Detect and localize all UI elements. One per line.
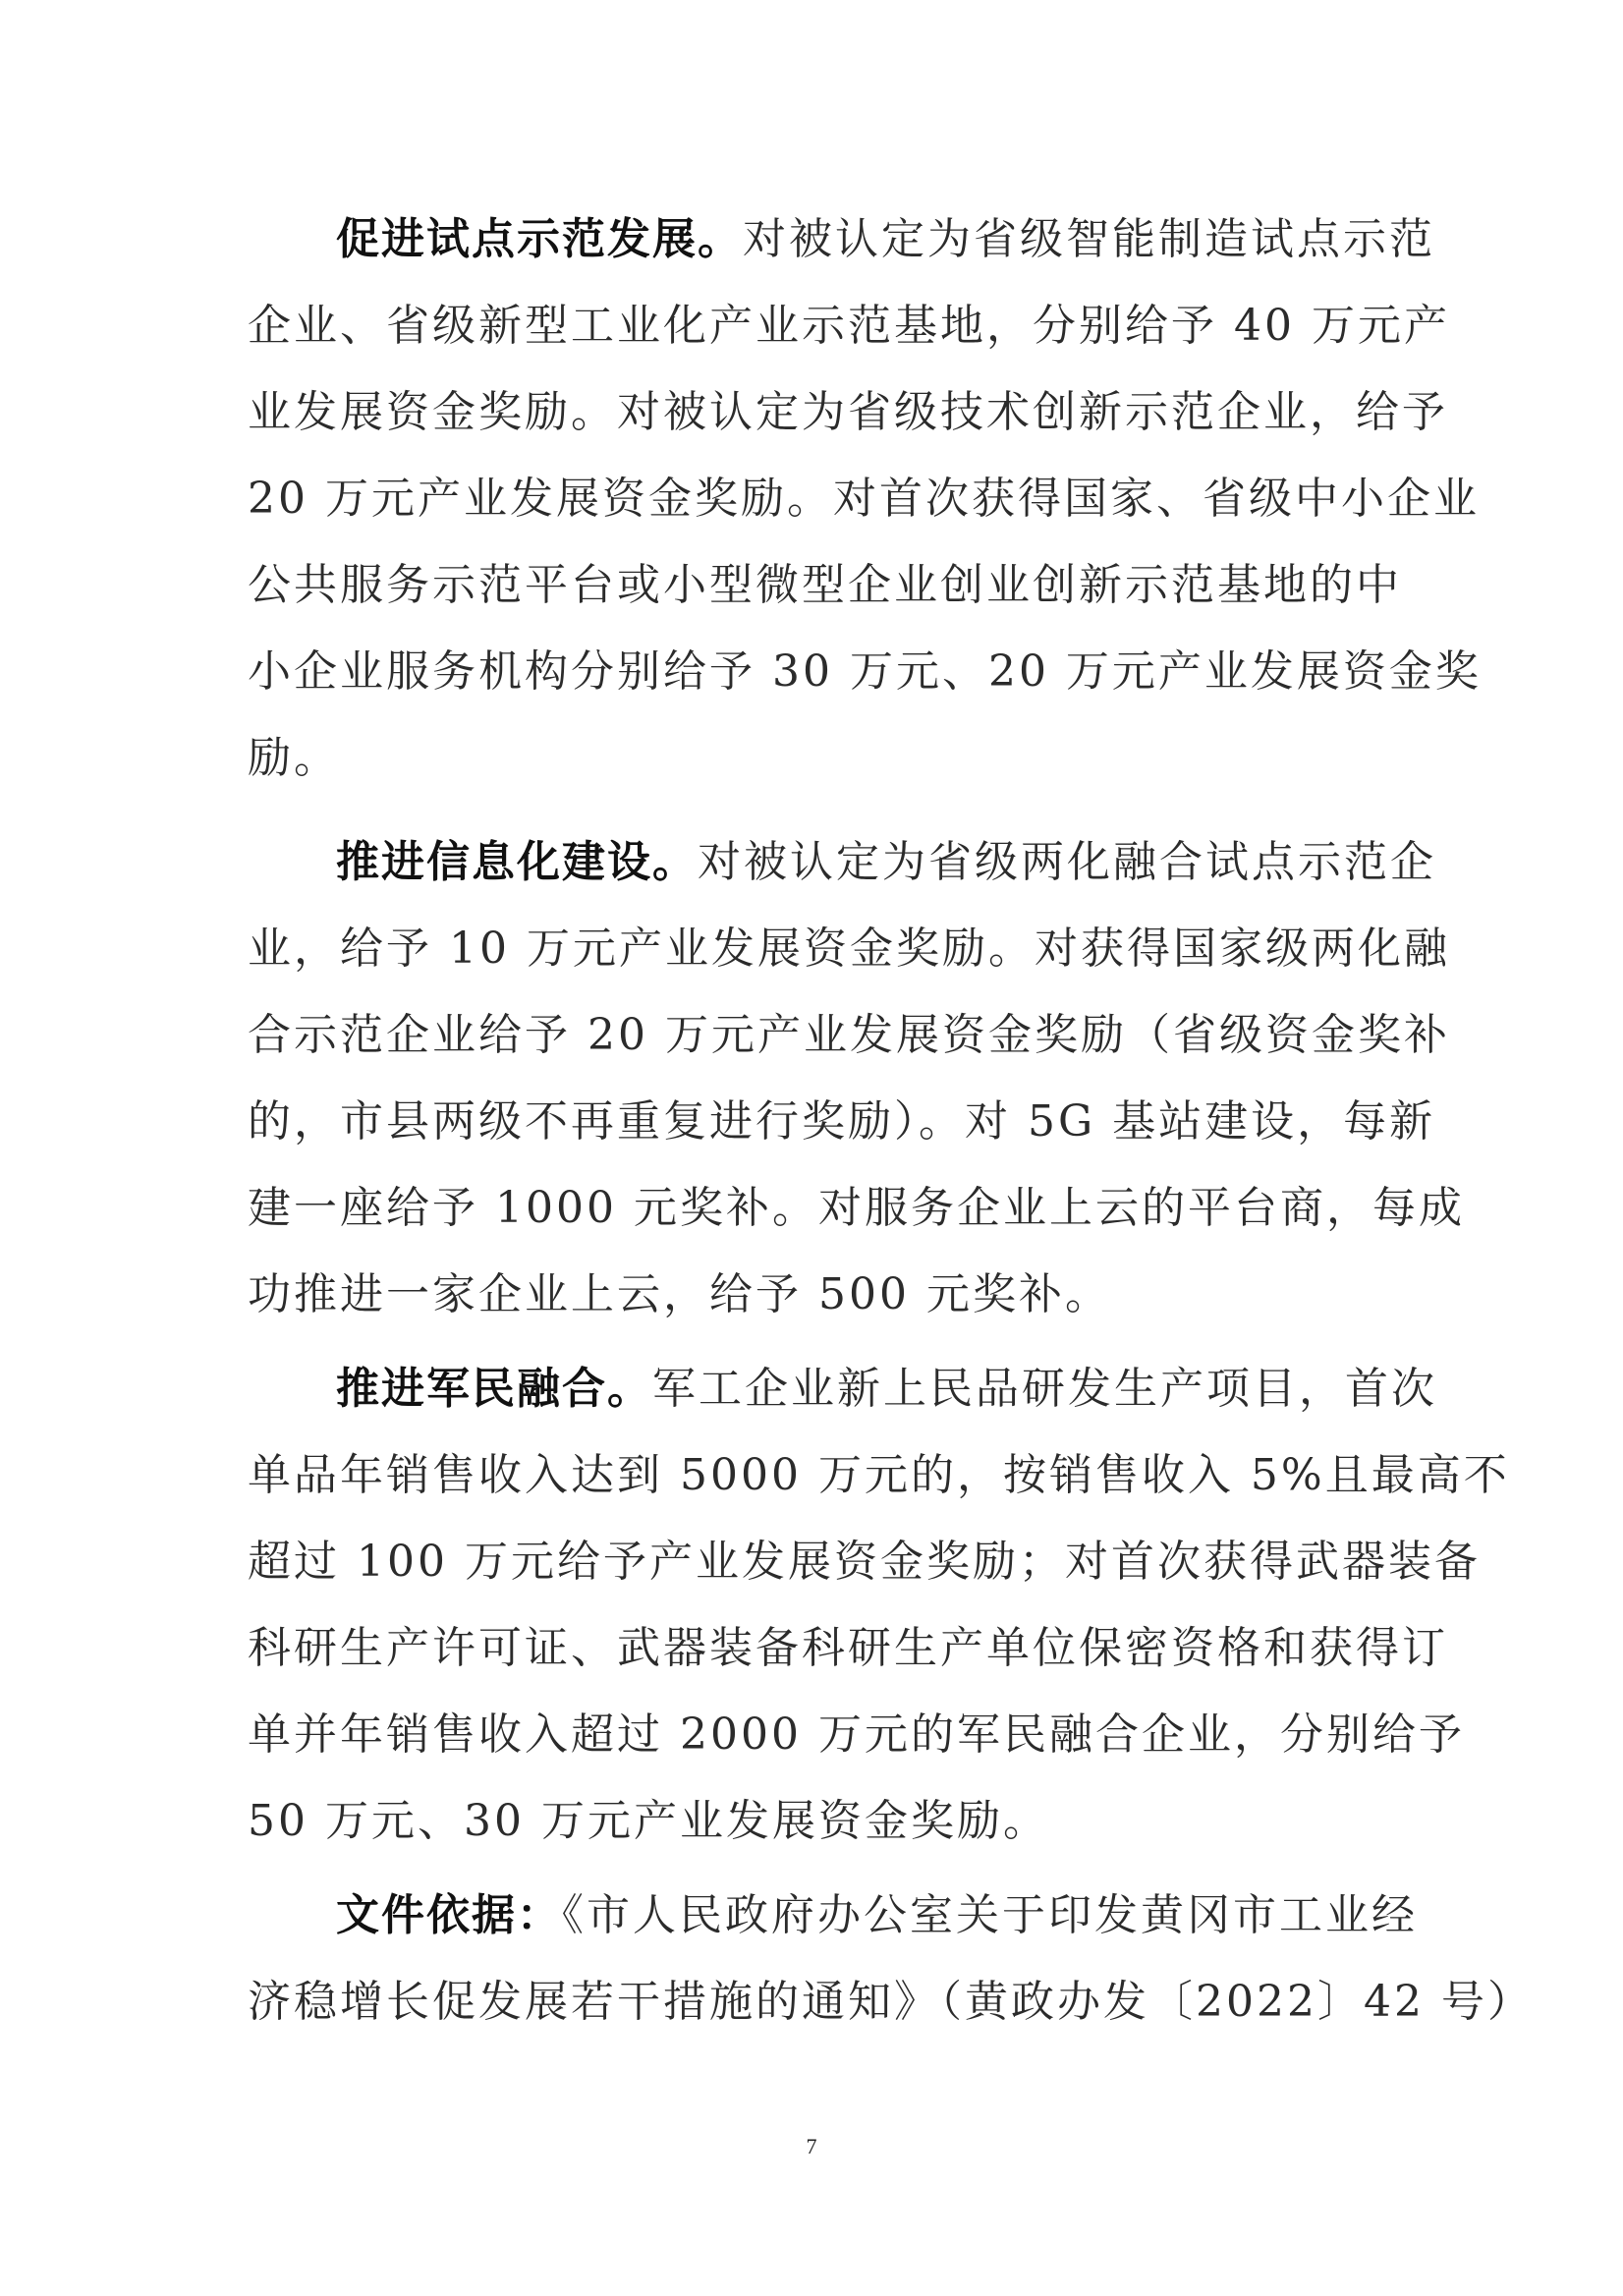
paragraph-civil-military-integration <box>248 1346 1510 1865</box>
paragraph-line: 功推进一家企业上云，给予 500 元奖补。 <box>248 1269 1111 1319</box>
paragraph-line <box>248 196 1435 283</box>
paragraph-line <box>248 1346 1437 1432</box>
paragraph-text: 对被认定为省级两化融合试点示范企 <box>698 837 1436 887</box>
paragraph-informatization <box>248 819 1465 1338</box>
paragraph-line: 业，给予 10 万元产业发展资金奖励。对获得国家级两化融 <box>248 924 1450 974</box>
paragraph-line: 合示范企业给予 20 万元产业发展资金奖励（省级资金奖补 <box>248 1010 1450 1060</box>
paragraph-line: 业发展资金奖励。对被认定为省级技术创新示范企业，给予 <box>248 387 1448 437</box>
paragraph-line: 建一座给予 1000 元奖补。对服务企业上云的平台商，每成 <box>248 1183 1465 1233</box>
paragraph-line: 科研生产许可证、武器装备科研生产单位保密资格和获得订 <box>248 1623 1448 1673</box>
paragraph-line: 济稳增长促发展若干措施的通知》（黄政办发〔2022〕42 号） <box>248 1977 1534 2027</box>
paragraph-document-basis <box>248 1873 1534 2045</box>
page-number: 7 <box>806 2134 817 2158</box>
paragraph-heading: 推进信息化建设。 <box>336 837 698 887</box>
paragraph-heading: 推进军民融合。 <box>336 1364 652 1414</box>
paragraph-line <box>248 1873 1418 1959</box>
paragraph-line: 的，市县两级不再重复进行奖励）。对 5G 基站建设，每新 <box>248 1096 1436 1147</box>
paragraph-line: 50 万元、30 万元产业发展资金奖励。 <box>248 1796 1049 1846</box>
paragraph-line: 公共服务示范平台或小型微型企业创业创新示范基地的中 <box>248 560 1402 610</box>
paragraph-line: 超过 100 万元给予产业发展资金奖励；对首次获得武器装备 <box>248 1537 1481 1587</box>
paragraph-line: 企业、省级新型工业化产业示范基地，分别给予 40 万元产 <box>248 301 1450 351</box>
paragraph-line: 20 万元产业发展资金奖励。对首次获得国家、省级中小企业 <box>248 474 1480 524</box>
paragraph-line: 励。 <box>248 733 340 783</box>
paragraph-text: 《市人民政府办公室关于印发黄冈市工业经 <box>562 1890 1418 1940</box>
paragraph-text: 军工企业新上民品研发生产项目，首次 <box>652 1364 1437 1414</box>
paragraph-line: 单并年销售收入超过 2000 万元的军民融合企业，分别给予 <box>248 1709 1465 1760</box>
paragraph-pilot-demonstration <box>248 196 1482 802</box>
paragraph-line: 小企业服务机构分别给予 30 万元、20 万元产业发展资金奖 <box>248 646 1482 697</box>
paragraph-heading: 文件依据： <box>336 1890 562 1940</box>
paragraph-heading: 促进试点示范发展。 <box>336 214 743 264</box>
paragraph-line <box>248 819 1436 906</box>
paragraph-line: 单品年销售收入达到 5000 万元的，按销售收入 5%且最高不 <box>248 1450 1510 1500</box>
paragraph-text: 对被认定为省级智能制造试点示范 <box>743 214 1435 264</box>
